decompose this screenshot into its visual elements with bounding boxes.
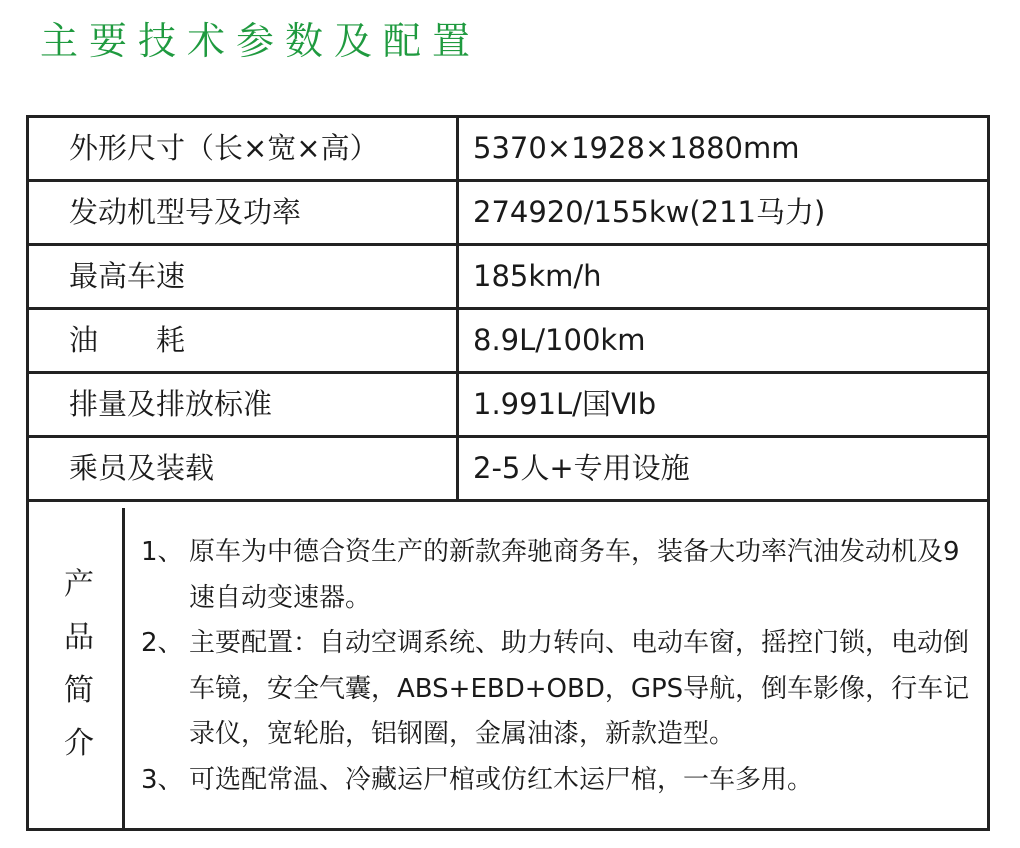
spec-row-dimensions	[29, 118, 987, 182]
column-divider	[456, 246, 459, 307]
intro-label-column	[29, 508, 125, 828]
spec-value: 2-5人+专用设施	[473, 451, 690, 485]
intro-item	[141, 758, 981, 804]
spec-row-fuel-consumption	[29, 310, 987, 374]
column-divider	[456, 374, 459, 435]
spec-value: 1.991L/国Ⅵb	[473, 387, 657, 421]
spec-label: 排量及排放标准	[69, 387, 273, 421]
column-divider	[456, 310, 459, 371]
spec-row-engine	[29, 182, 987, 246]
product-intro	[29, 508, 987, 828]
page-title: 主要技术参数及配置	[40, 19, 482, 63]
intro-item-number: 2、	[141, 628, 184, 658]
spec-value: 274920/155kw(211马力)	[473, 195, 826, 229]
spec-row-emission	[29, 374, 987, 438]
intro-label: 产品简介	[64, 567, 94, 761]
intro-body	[141, 530, 981, 803]
spec-row-top-speed	[29, 246, 987, 310]
intro-item-text: 可选配常温、冷藏运尸棺或仿红木运尸棺，一车多用。	[189, 764, 814, 795]
intro-item-text: 原车为中德合资生产的新款奔驰商务车，装备大功率汽油发动机及9速自动变速器。	[189, 537, 960, 613]
spec-table	[26, 115, 990, 831]
intro-item-text: 主要配置：自动空调系统、助力转向、电动车窗，摇控门锁，电动倒车镜，安全气囊，ABS+EBD+OBD，GPS导航，倒车影像，行车记录仪，宽轮胎，铝钢圈，金属油漆，新款造型。	[189, 628, 970, 749]
spec-value: 5370×1928×1880mm	[473, 131, 800, 165]
intro-item	[141, 621, 981, 758]
spec-label: 外形尺寸（长×宽×高）	[69, 131, 379, 165]
spec-label: 油 耗	[69, 323, 186, 357]
column-divider	[456, 438, 459, 499]
column-divider	[456, 182, 459, 243]
intro-item-number: 3、	[141, 764, 184, 795]
intro-item-number: 1、	[141, 537, 184, 567]
spec-value: 185km/h	[473, 259, 602, 293]
spec-label: 乘员及装载	[69, 451, 215, 485]
column-divider	[456, 118, 459, 179]
spec-label: 最高车速	[69, 259, 186, 293]
spec-label: 发动机型号及功率	[69, 195, 302, 229]
spec-value: 8.9L/100km	[473, 323, 646, 357]
spec-row-capacity	[29, 438, 987, 502]
intro-item	[141, 530, 981, 621]
